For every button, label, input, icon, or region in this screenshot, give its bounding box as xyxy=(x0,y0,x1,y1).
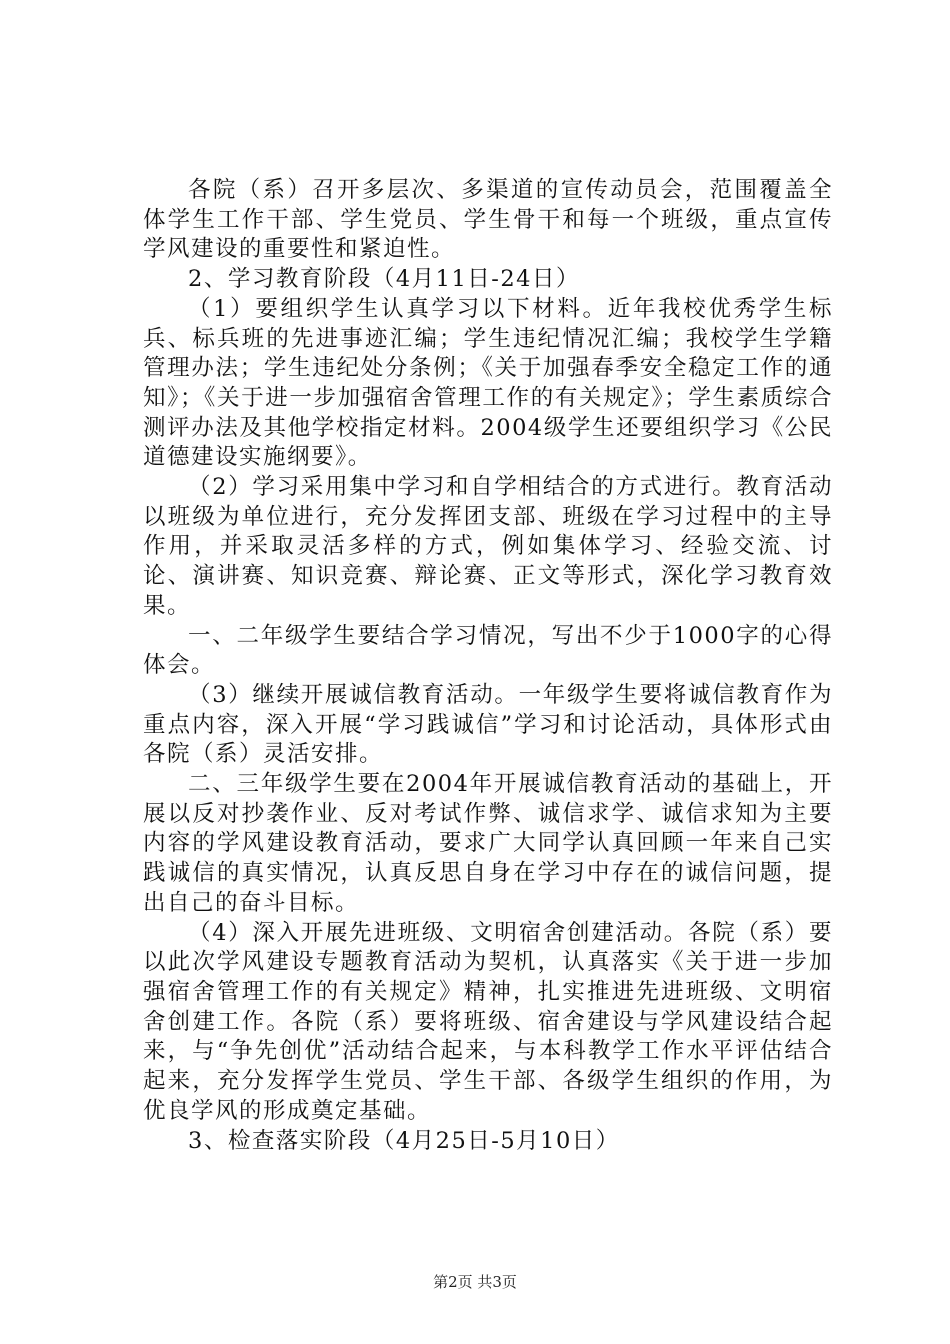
paragraph-item-3: （3）继续开展诚信教育活动。一年级学生要将诚信教育作为重点内容，深入开展“学习践诚信”学习和讨论活动，具体形式由各院（系）灵活安排。 xyxy=(143,681,833,768)
paragraph-grade-2-3: 二、三年级学生要在2004年开展诚信教育活动的基础上，开展以反对抄袭作业、反对考试作弊、诚信求学、诚信求知为主要内容的学风建设教育活动，要求广大同学认真回顾一年来自己实践诚信的真实情况，认真反思自身在学习中存在的诚信问题，提出自己的奋斗目标。 xyxy=(143,771,833,916)
page-number-footer: 第2页 共3页 xyxy=(433,1273,517,1291)
heading-study-stage: 2、学习教育阶段（4月11日-24日） xyxy=(188,266,580,293)
paragraph-item-4: （4）深入开展先进班级、文明宿舍创建活动。各院（系）要以此次学风建设专题教育活动为契机，认真落实《关于进一步加强宿舍管理工作的有关规定》精神，扎实推进先进班级、文明宿舍创建工作。各院（系）要将班级、宿舍建设与学风建设结合起来，与“争先创优”活动结合起来，与本科教学工作水平评估结合起来，充分发挥学生党员、学生干部、各级学生组织的作用，为优良学风的形成奠定基础。 xyxy=(143,919,833,1124)
paragraph-item-1: （1）要组织学生认真学习以下材料。近年我校优秀学生标兵、标兵班的先进事迹汇编；学生违纪情况汇编；我校学生学籍管理办法；学生违纪处分条例；《关于加强春季安全稳定工作的通知》；《关于进一步加强宿舍管理工作的有关规定》；学生素质综合测评办法及其他学校指定材料。2004级学生还要组织学习《公民道德建设实施纲要》。 xyxy=(143,295,833,471)
document-body xyxy=(143,176,833,1156)
paragraph-mobilization: 各院（系）召开多层次、多渠道的宣传动员会，范围覆盖全体学生工作干部、学生党员、学生骨干和每一个班级，重点宣传学风建设的重要性和紧迫性。 xyxy=(143,177,833,263)
paragraph-grade-1-2: 一、二年级学生要结合学习情况，写出不少于1000字的心得体会。 xyxy=(143,622,833,679)
paragraph-item-2: （2）学习采用集中学习和自学相结合的方式进行。教育活动以班级为单位进行，充分发挥团支部、班级在学习过程中的主导作用，并采取灵活多样的方式，例如集体学习、经验交流、讨论、演讲赛、知识竞赛、辩论赛、正文等形式，深化学习教育效果。 xyxy=(143,474,833,619)
heading-inspection-stage: 3、检查落实阶段（4月25日-5月10日） xyxy=(188,1127,620,1154)
